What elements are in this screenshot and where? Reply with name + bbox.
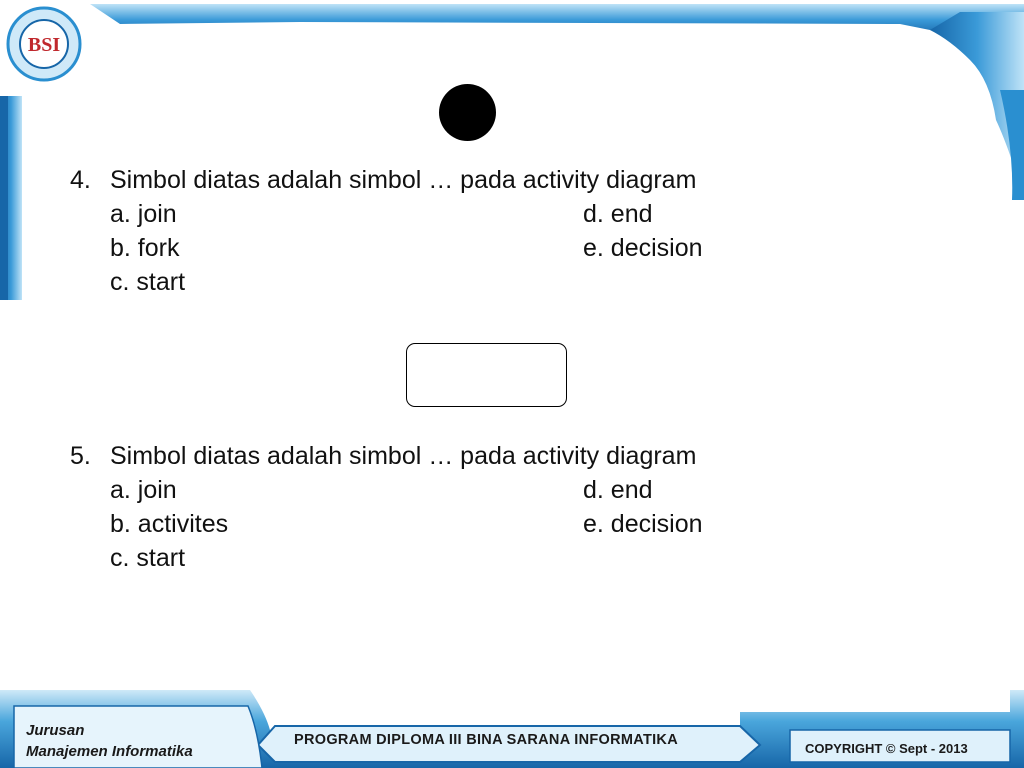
department-label — [26, 720, 193, 762]
question-number: 4. — [70, 166, 91, 194]
option-e: e. decision — [583, 510, 703, 538]
initial-node-symbol — [439, 84, 496, 141]
option-e: e. decision — [583, 234, 703, 262]
question-text: Simbol diatas adalah simbol … pada activity diagram — [110, 442, 697, 470]
activity-node-symbol — [406, 343, 567, 407]
option-a: a. join — [110, 476, 177, 504]
question-text: Simbol diatas adalah simbol … pada activity diagram — [110, 166, 697, 194]
option-b: b. activites — [110, 510, 229, 538]
bsi-logo-icon — [6, 6, 82, 82]
department-line-2: Manajemen Informatika — [26, 743, 193, 760]
program-label: PROGRAM DIPLOMA III BINA SARANA INFORMATIKA — [294, 732, 678, 748]
question-number: 5. — [70, 442, 91, 470]
option-c: c. start — [110, 544, 186, 572]
option-a: a. join — [110, 200, 177, 228]
copyright-label: COPYRIGHT © Sept - 2013 — [805, 741, 968, 756]
option-c: c. start — [110, 268, 186, 296]
department-line-1: Jurusan — [26, 722, 85, 739]
option-d: d. end — [583, 200, 653, 228]
svg-text:BSI: BSI — [27, 34, 61, 56]
option-b: b. fork — [110, 234, 180, 262]
option-d: d. end — [583, 476, 653, 504]
